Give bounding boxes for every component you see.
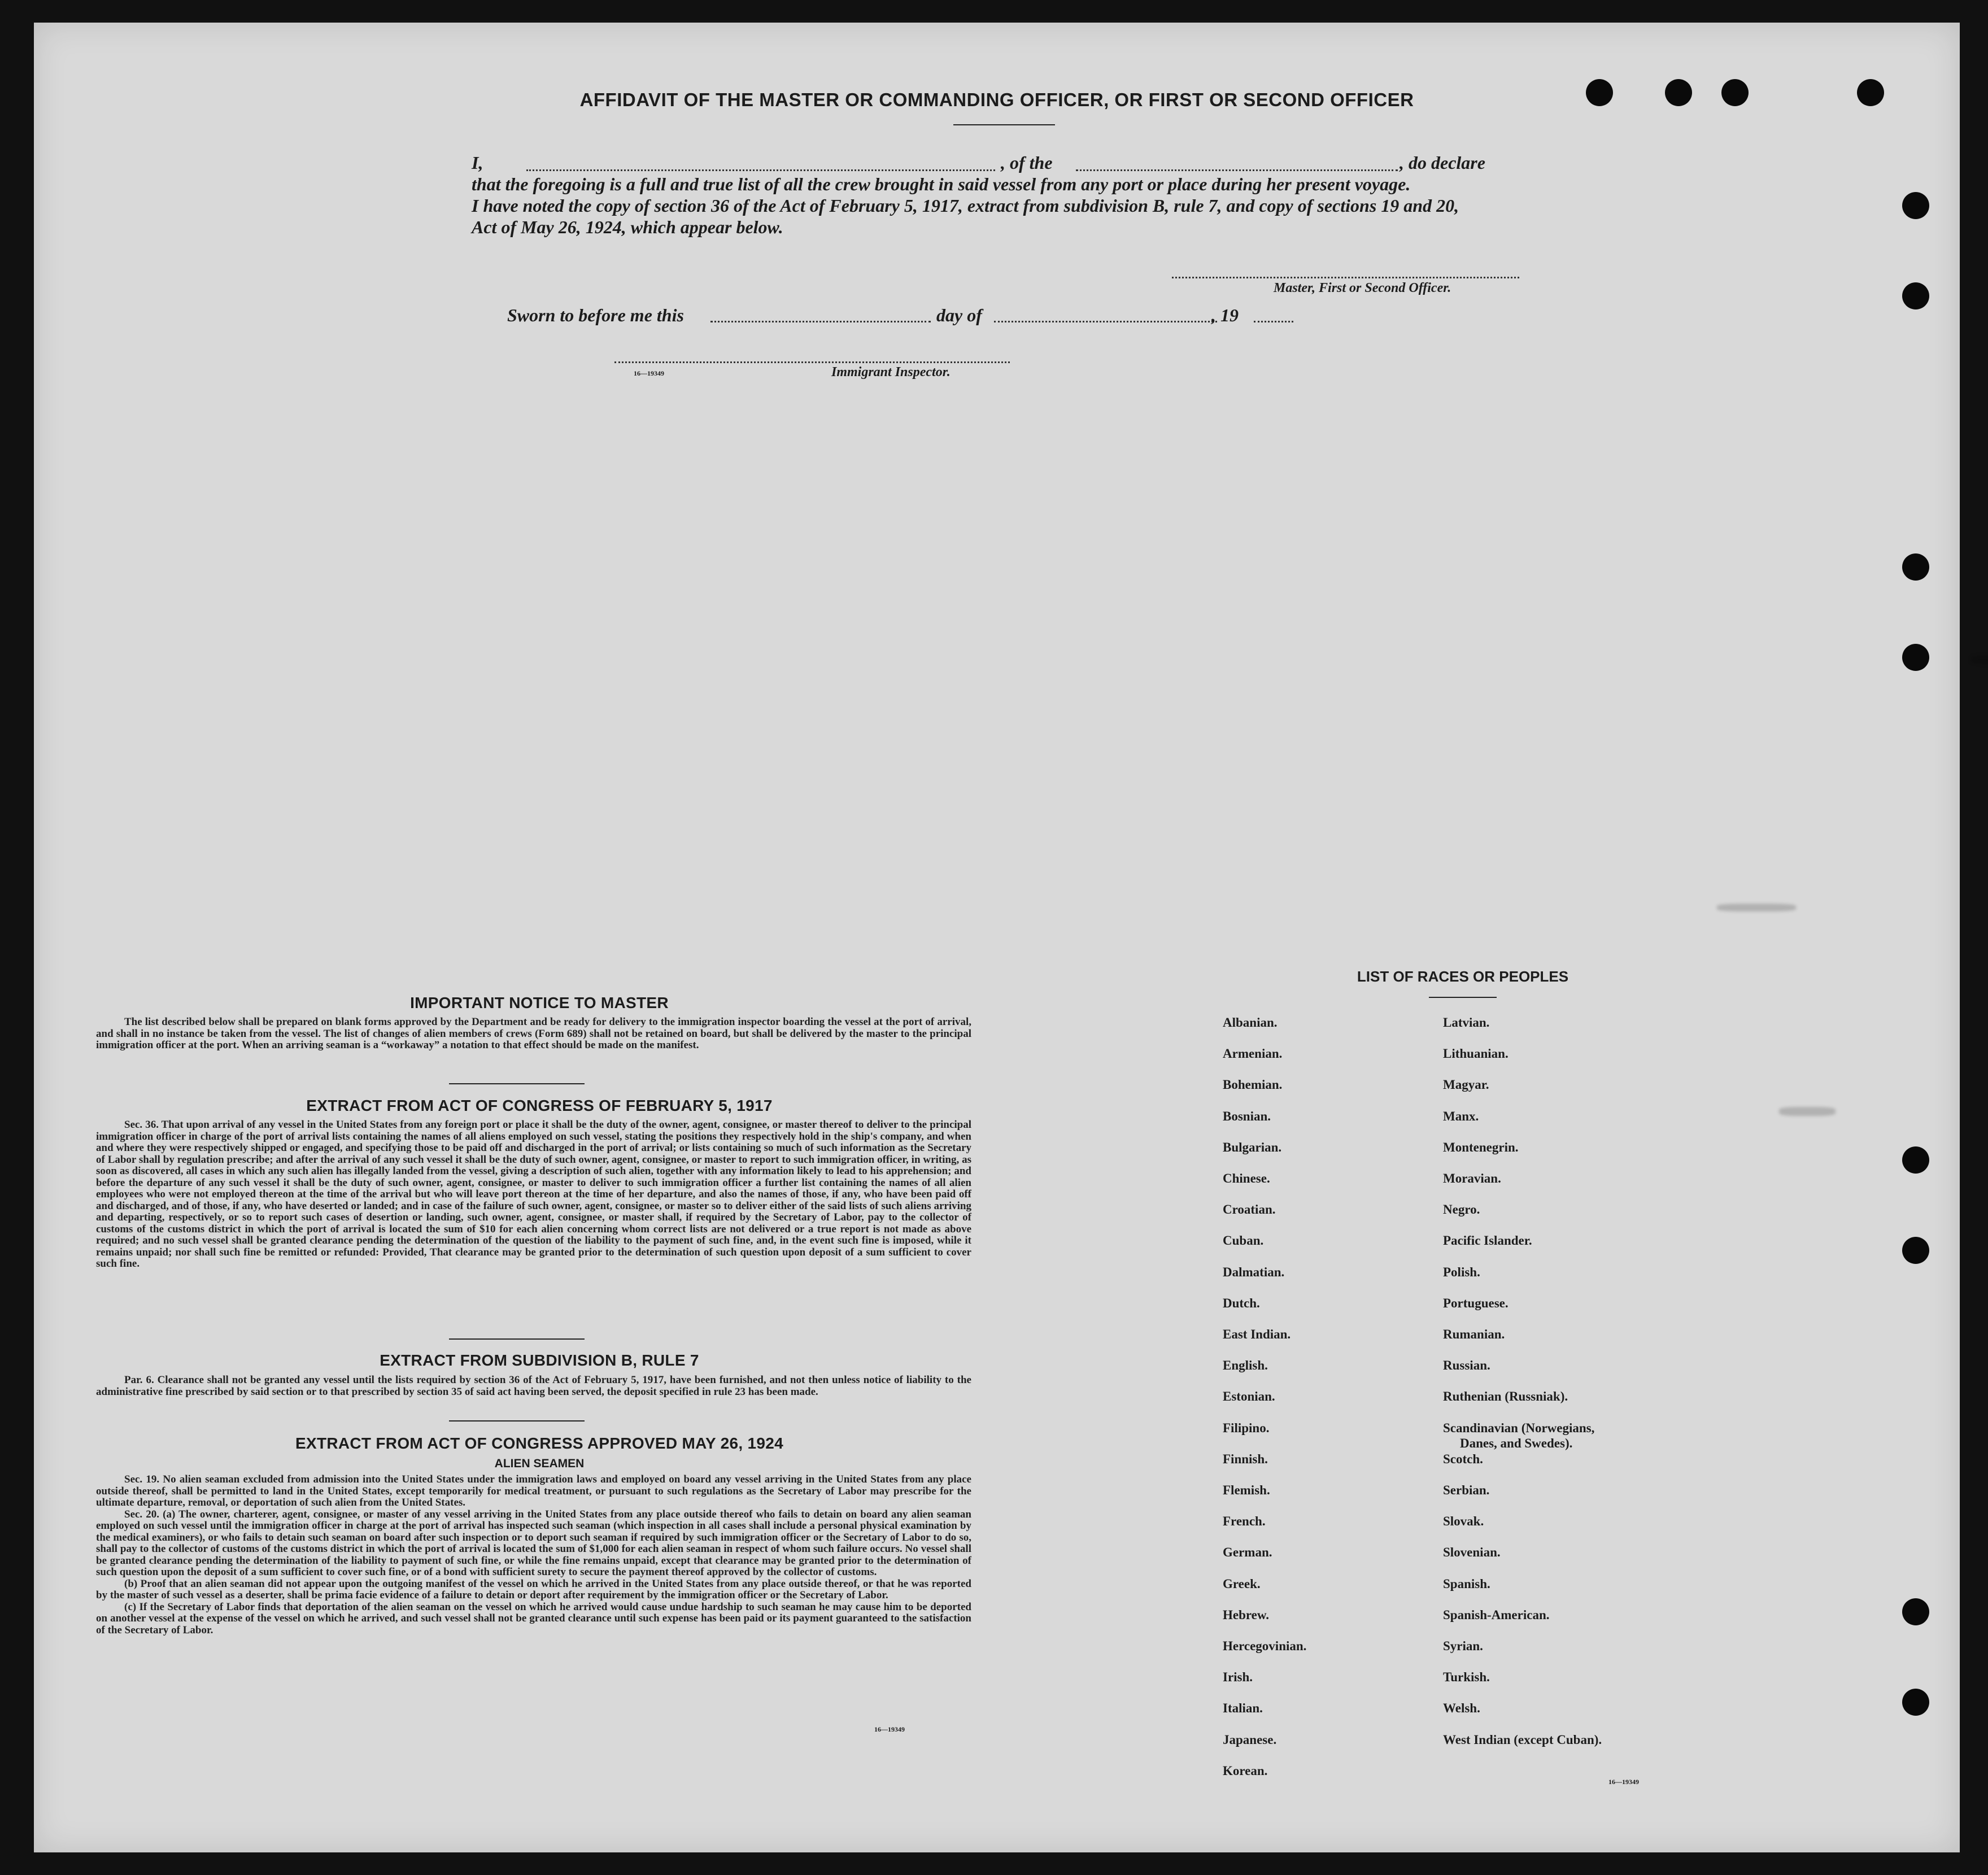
punch-hole [1902, 1237, 1929, 1264]
signature-blank[interactable] [1172, 277, 1519, 278]
name-blank[interactable] [526, 169, 995, 171]
race-item: Slovenian. [1443, 1545, 1501, 1560]
race-item: Armenian. [1223, 1046, 1283, 1061]
title-underline [953, 124, 1055, 125]
affidavit-line-3: I have noted the copy of section 36 of the Act of February 5, 1917, extract from subdivision B, rule 7, and copy of sections 19 and 20, [472, 195, 1459, 216]
race-item: Slovak. [1443, 1514, 1484, 1529]
day-of-text: day of [936, 305, 982, 325]
punch-hole [1902, 553, 1929, 581]
race-item: Serbian. [1443, 1483, 1490, 1497]
race-item: Manx. [1443, 1109, 1479, 1123]
extract-rule7-title: EXTRACT FROM SUBDIVISION B, RULE 7 [380, 1351, 699, 1369]
punch-hole [1902, 644, 1929, 671]
extract-1917-title: EXTRACT FROM ACT OF CONGRESS OF FEBRUARY 5, 1917 [306, 1097, 773, 1114]
race-item: Flemish. [1223, 1483, 1270, 1497]
race-item: Rumanian. [1443, 1327, 1505, 1341]
affidavit-declare: , do declare [1400, 152, 1485, 173]
race-item: German. [1223, 1545, 1272, 1560]
section-divider [449, 1420, 585, 1421]
section-divider [449, 1083, 585, 1084]
signature-caption: Master, First or Second Officer. [1274, 281, 1451, 295]
race-item: Magyar. [1443, 1078, 1489, 1092]
race-item: Dalmatian. [1223, 1264, 1285, 1279]
extract-rule7-text [96, 1375, 971, 1398]
race-item: Danes, and Swedes). [1460, 1436, 1573, 1450]
sworn-year-blank[interactable] [1254, 321, 1293, 322]
race-item: Dutch. [1223, 1296, 1260, 1310]
races-title: LIST OF RACES OR PEOPLES [1357, 968, 1569, 985]
races-form-number: 16—19349 [1608, 1778, 1639, 1786]
bleed-through-mark [1717, 904, 1796, 912]
section-divider [449, 1338, 585, 1340]
extract-1917-paragraph: Sec. 36. That upon arrival of any vessel in the United States from any foreign port or place it shall be the duty of the owner, agent, consignee, or master thereof to deliver to the principal immigration officer in charge of the port of arrival lists containing the names of all aliens employed on such vessel, stating the positions they respectively hold in the ship's company, and when and where they were respectively shipped or engaged, and specifying those to be paid off and discharged in the port of arrival; or lists containing so much of such information as the Secretary of Labor shall by regulation prescribe; and after the arrival of any such vessel it shall be the duty of such owner, agent, consignee, or master to report to such immigration officer, in writing, as soon as discovered, all cases in which any such alien has illegally landed from the vessel, giving a description of such alien, together with any information likely to lead to his apprehension; and before the departure of any such vessel it shall be the duty of such owner, agent, consignee, or master to deliver to such immigration officer a further list containing the names of all alien employees who were not employed thereon at the time of the arrival but who will leave port thereon at the time of her departure, and also the names of those, if any, who have been paid off and discharged, and of those, if any, who have deserted or landed; and in case of the failure of such owner, agent, consignee, or master so to deliver either of the said lists of such aliens arriving and departing, respectively, or so to report such cases of desertion or landing, such owner, agent, consignee, or master shall, if required by the Secretary of Labor, pay to the collector of customs of the customs district in which the port of arrival is located the sum of $10 for each alien concerning whom correct lists are not delivered or a true report is not made as above required; and no such vessel shall be granted clearance pending the determination of the question of the liability to the payment of such fine, and, in the event such fine is imposed, while it remains unpaid; nor shall such fine be remitted or refunded: Provided, That clearance may be granted prior to the determination of such question upon deposit of a sum sufficient to cover such fine. [96, 1119, 971, 1270]
race-item: Syrian. [1443, 1639, 1483, 1653]
affidavit-line-4: Act of May 26, 1924, which appear below. [472, 217, 783, 237]
race-item: Greek. [1223, 1576, 1261, 1591]
race-item: Spanish. [1443, 1576, 1490, 1591]
race-item: Cuban. [1223, 1233, 1264, 1248]
extract-1917-text [96, 1119, 971, 1270]
race-item: Croatian. [1223, 1202, 1276, 1217]
race-item: Chinese. [1223, 1171, 1270, 1185]
race-item: Italian. [1223, 1701, 1263, 1716]
race-item: Finnish. [1223, 1451, 1268, 1466]
inspector-caption: Immigrant Inspector. [831, 365, 951, 380]
races-title-underline [1429, 997, 1497, 998]
race-item: Polish. [1443, 1264, 1480, 1279]
sec-19-paragraph: Sec. 19. No alien seaman excluded from admission into the United States under the immigration laws and employed on board any vessel arriving in the United States from any place outside thereof, shall be permitted to land in the United States, except temporarily for medical treatment, or pursuant to such regulations as the Secretary of Labor may prescribe for the ultimate departure, removal, or deportation of such alien from the United States. [96, 1473, 971, 1508]
bleed-through-mark [1779, 1107, 1836, 1116]
race-item: Filipino. [1223, 1420, 1270, 1435]
extract-1924-title: EXTRACT FROM ACT OF CONGRESS APPROVED MAY 26, 1924 [295, 1434, 783, 1452]
race-item: Welsh. [1443, 1701, 1480, 1716]
extract-form-number: 16—19349 [874, 1725, 905, 1733]
race-item: Bohemian. [1223, 1078, 1283, 1092]
punch-hole [1902, 1689, 1929, 1716]
vessel-blank[interactable] [1076, 169, 1398, 171]
race-item: Pacific Islander. [1443, 1233, 1532, 1248]
sec-20a-paragraph: Sec. 20. (a) The owner, charterer, agent, consignee, or master of any vessel arriving in the United States from any place outside thereof who fails to detain on board any alien seaman employed on such vessel until the immigration officer in charge at the port of arrival has inspected such seaman (which inspection in all cases shall include a personal physical examination by the medical examiners), or who fails to detain such seaman on board after such inspection or to deport such seaman if required by such immigration officer or the Secretary of Labor to do so, shall pay to the collector of customs of the customs district in which the port of arrival is located the sum of $1,000 for each alien seaman in respect of whom such failure occurs. No vessel shall be granted clearance pending the determination of the liability to payment of such fine, or while the fine remains unpaid, except that clearance may be granted prior to the determination of such question upon the deposit of a sum sufficient to cover such fine, or of a bond with sufficient surety to secure the payment thereof approved by the collector of customs. [96, 1508, 971, 1578]
race-item: East Indian. [1223, 1327, 1291, 1341]
race-item: Albanian. [1223, 1015, 1278, 1030]
race-item: Negro. [1443, 1202, 1480, 1217]
punch-hole [1902, 1598, 1929, 1625]
race-item: Hercegovinian. [1223, 1639, 1307, 1653]
notice-paragraph: The list described below shall be prepared on blank forms approved by the Department and be ready for delivery to the immigration inspector boarding the vessel at the port of arrival, and shall in no instance be taken from the vessel. The list of changes of alien members of crews (Form 689) shall not be retained on board, but shall be delivered by the master to the principal immigration officer at the port. When an arriving seaman is a “workaway” a notation to that effect should be made on the manifest. [96, 1016, 971, 1051]
affidavit-line-1 [472, 152, 483, 173]
sworn-text: Sworn to before me this [507, 305, 684, 325]
affidavit-of-the: , of the [1001, 152, 1053, 173]
sec-20b-paragraph: (b) Proof that an alien seaman did not appear upon the outgoing manifest of the vessel on which he arrived in the United States from any place outside thereof, or that he was reported by the master of such vessel as a deserter, shall be prima facie evidence of a failure to detain or deport after requirement by the immigration officer or the Secretary of Labor. [96, 1577, 971, 1601]
affidavit-i: I, [472, 152, 483, 173]
race-item: Russian. [1443, 1358, 1490, 1373]
affidavit-line-2: that the foregoing is a full and true list of all the crew brought in said vessel from any port or place during her present voyage. [472, 174, 1411, 194]
year-text: , 19 [1211, 305, 1239, 325]
bleed-through-mark [1971, 655, 1988, 664]
notice-title: IMPORTANT NOTICE TO MASTER [410, 994, 669, 1011]
race-item: Hebrew. [1223, 1607, 1269, 1622]
race-item: Montenegrin. [1443, 1140, 1519, 1154]
punch-hole [1902, 1146, 1929, 1174]
punch-hole [1902, 282, 1929, 309]
notice-text [96, 1017, 971, 1052]
race-item: Irish. [1223, 1670, 1253, 1685]
extract-rule7-paragraph: Par. 6. Clearance shall not be granted any vessel until the lists required by section 36 of the Act of February 5, 1917, have been furnished, and not then unless notice of liability to the administrative fine prescribed by said section or to that prescribed by section 35 of said act having been served, the deposit specified in rule 23 has been made. [96, 1374, 971, 1398]
affidavit-title: AFFIDAVIT OF THE MASTER OR COMMANDING OFFICER, OR FIRST OR SECOND OFFICER [579, 89, 1414, 110]
document-sheet [34, 23, 1960, 1852]
inspector-signature-blank[interactable] [614, 361, 1010, 363]
race-item: Estonian. [1223, 1389, 1275, 1404]
race-item: Ruthenian (Russniak). [1443, 1389, 1568, 1404]
alien-seamen-subtitle: ALIEN SEAMEN [494, 1457, 585, 1470]
race-item: French. [1223, 1514, 1266, 1529]
race-item: Scotch. [1443, 1451, 1483, 1466]
sec-20c-paragraph: (c) If the Secretary of Labor finds that deportation of the alien seaman on the vessel on which he arrived would cause undue hardship to such seaman he may cause him to be deported on another vessel at the expense of the vessel on which he arrived, and such vessel shall not be granted clearance until such expense has been paid or its payment guaranteed to the satisfaction of the Secretary of Labor. [96, 1601, 971, 1636]
race-item: Korean. [1223, 1763, 1268, 1778]
race-item: Bulgarian. [1223, 1140, 1282, 1154]
race-item: Latvian. [1443, 1015, 1490, 1030]
sworn-day-blank[interactable] [710, 321, 931, 322]
race-item: Lithuanian. [1443, 1046, 1509, 1061]
race-item: English. [1223, 1358, 1268, 1373]
race-item: West Indian (except Cuban). [1443, 1732, 1602, 1747]
race-item: Scandinavian (Norwegians, [1443, 1420, 1595, 1435]
affidavit-form-number: 16—19349 [634, 369, 664, 377]
sworn-month-blank[interactable] [994, 321, 1217, 322]
race-item: Moravian. [1443, 1171, 1501, 1185]
race-item: Japanese. [1223, 1732, 1277, 1747]
extract-1924-text [96, 1474, 971, 1636]
punch-hole [1902, 192, 1929, 219]
race-item: Portuguese. [1443, 1296, 1509, 1310]
race-item: Bosnian. [1223, 1109, 1271, 1123]
race-item: Turkish. [1443, 1670, 1490, 1685]
race-item: Spanish-American. [1443, 1607, 1550, 1622]
